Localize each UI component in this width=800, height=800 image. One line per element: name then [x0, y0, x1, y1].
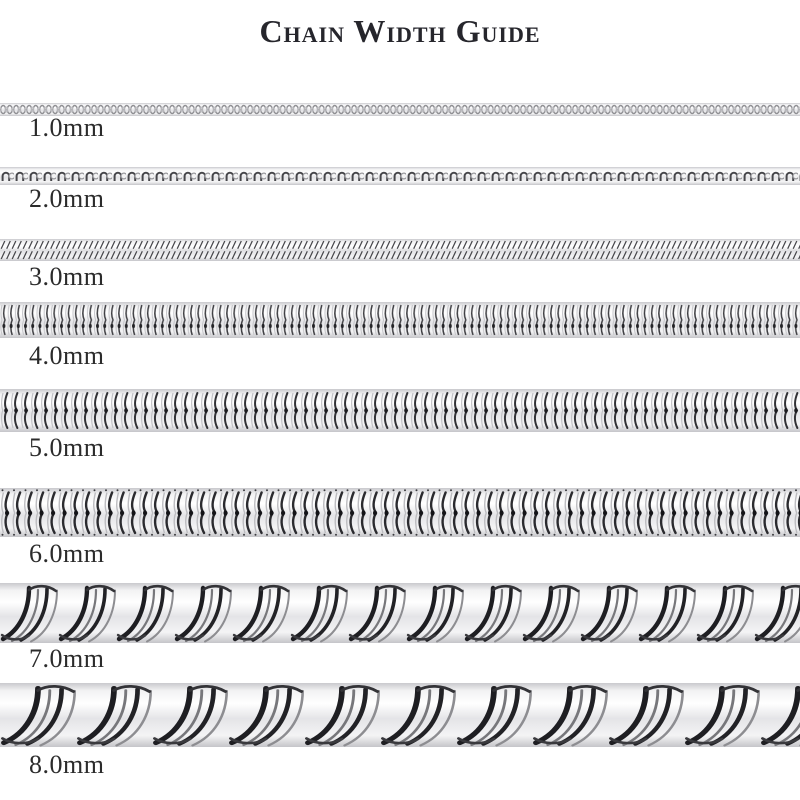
chain-image-4mm — [0, 302, 800, 338]
chain-width-label-2mm: 2.0mm — [29, 184, 105, 213]
chain-width-label-7mm: 7.0mm — [29, 644, 105, 673]
chain-width-label-4mm: 4.0mm — [29, 341, 105, 370]
chain-image-2mm — [0, 167, 800, 185]
chain-image-6mm — [0, 488, 800, 537]
page-title: Chain Width Guide — [259, 13, 541, 49]
chain-image-5mm — [0, 389, 800, 432]
chain-width-label-6mm: 6.0mm — [29, 539, 105, 568]
chain-image-8mm — [0, 683, 800, 747]
chain-image-1mm — [0, 103, 800, 116]
chain-image-7mm — [0, 583, 800, 643]
chain-width-label-8mm: 8.0mm — [29, 750, 105, 779]
chain-width-label-5mm: 5.0mm — [29, 433, 105, 462]
chain-image-3mm — [0, 239, 800, 261]
chain-width-label-1mm: 1.0mm — [29, 113, 105, 142]
chain-width-label-3mm: 3.0mm — [29, 262, 105, 291]
